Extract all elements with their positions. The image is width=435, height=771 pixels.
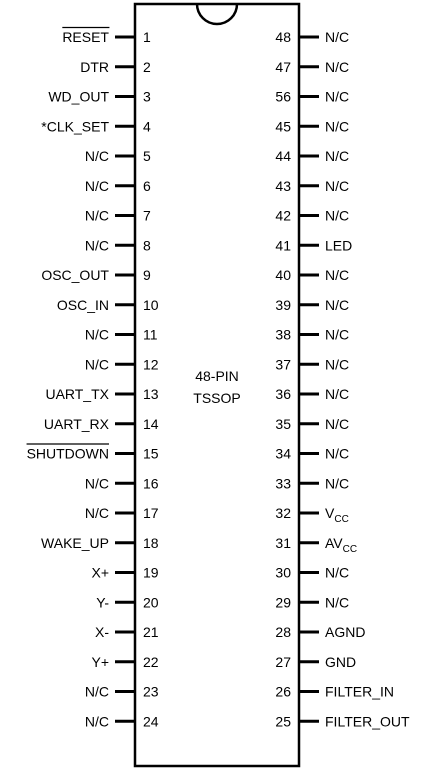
pin-label [325, 565, 349, 581]
pin-label-text: X+ [91, 564, 109, 581]
pin-42 [275, 208, 349, 224]
pin-label-text: X- [95, 624, 109, 640]
pin-number: 40 [275, 267, 291, 283]
pin-label-text: FILTER_OUT [325, 713, 410, 730]
pin-label-subscript: CC [342, 543, 358, 555]
pin-label [96, 594, 109, 610]
pin-37 [275, 356, 349, 372]
pin-22 [91, 654, 158, 670]
pin-number: 39 [275, 296, 291, 313]
pin-label-text: UART_TX [45, 386, 109, 402]
chip-package [135, 4, 299, 766]
pin-label [85, 208, 109, 224]
pin-label [41, 267, 109, 283]
pin-label [325, 327, 349, 343]
pin-19 [91, 565, 158, 581]
pin-label [325, 594, 349, 610]
pin-number: 32 [275, 505, 291, 521]
pin-label [91, 654, 109, 670]
pin-number: 6 [143, 177, 151, 194]
pin-28 [275, 624, 365, 640]
pin-number: 16 [143, 475, 159, 492]
pin-number: 17 [143, 505, 159, 521]
pin-20 [96, 594, 159, 610]
pin-number: 3 [143, 88, 151, 105]
package-label-line1: 48-PIN [195, 368, 239, 384]
pin-label-text: N/C [325, 207, 350, 224]
pin-label-text: N/C [84, 356, 109, 373]
pin-label-text: N/C [84, 177, 109, 194]
pin-47 [275, 59, 349, 75]
pin-number: 23 [143, 683, 159, 700]
pin-43 [275, 178, 349, 194]
pin-label [85, 713, 109, 729]
pin-number: 38 [275, 326, 291, 343]
pin-number: 4 [143, 118, 151, 135]
pin-label-text: N/C [325, 594, 350, 611]
pin-label [325, 446, 349, 462]
pin-number: 47 [275, 58, 291, 75]
pin-number: 9 [143, 267, 151, 283]
pin-number: 1 [143, 29, 151, 45]
pin-label-text: Y+ [91, 653, 109, 670]
pin-label [325, 684, 394, 700]
pin-label-text: N/C [325, 326, 350, 343]
pin-number: 21 [143, 624, 159, 640]
pin-label-text: DTR [80, 58, 109, 75]
pin-41 [275, 237, 352, 253]
pin-48 [275, 29, 349, 45]
pin-number: 29 [275, 594, 291, 611]
pin-label-text: LED [325, 237, 353, 254]
pin-39 [275, 297, 349, 313]
pin-number: 14 [143, 415, 159, 432]
pin-label-text: N/C [84, 475, 109, 492]
pin-10 [57, 297, 159, 313]
pin-label-text: N/C [84, 713, 109, 730]
pin-label [325, 148, 349, 164]
pin-label [325, 713, 410, 729]
pin-label [45, 386, 109, 402]
pin-number: 15 [143, 445, 159, 462]
pin-number: 36 [275, 386, 291, 402]
pin-12 [85, 356, 159, 372]
pin-label [325, 386, 349, 402]
pin-label [85, 505, 109, 521]
pin-label-text: WD_OUT [48, 88, 109, 105]
pin-label-text: AGND [325, 624, 366, 640]
pin-label [325, 297, 349, 313]
pin-label-text: V [325, 505, 335, 521]
pin-label [325, 59, 349, 75]
pin-35 [275, 416, 349, 432]
package-label-line2: TSSOP [193, 390, 241, 406]
pin-label-text: N/C [325, 177, 350, 194]
pin-number: 48 [275, 29, 291, 45]
pin-label-text: N/C [84, 683, 109, 700]
pin-label-text: N/C [325, 415, 350, 432]
pin-label-text: N/C [325, 564, 350, 581]
pin-number: 37 [275, 356, 291, 373]
pin-36 [275, 386, 349, 402]
pin-label [325, 535, 357, 555]
pin-number: 11 [143, 326, 158, 343]
pin-number: 56 [275, 88, 291, 105]
pin-number: 31 [275, 534, 291, 551]
pin-label-text: N/C [84, 326, 109, 343]
pin-label-text: SHUTDOWN [26, 445, 109, 462]
pin-label [91, 565, 109, 581]
pin-label-text: UART_RX [43, 415, 109, 432]
pin-label [325, 29, 349, 45]
pin-label [325, 208, 349, 224]
pin-label-text: N/C [84, 237, 109, 254]
pin-label [85, 475, 109, 491]
pin-label [44, 416, 110, 432]
pin-number: 2 [143, 58, 151, 75]
pin-24 [85, 713, 159, 729]
pin-33 [275, 475, 349, 491]
pin-44 [275, 148, 349, 164]
pin-number: 44 [275, 148, 291, 164]
pin-label-text: N/C [84, 148, 109, 164]
pin-label [41, 118, 109, 134]
pin-40 [275, 267, 349, 283]
pin-label-text: N/C [84, 505, 109, 521]
pin-label [325, 237, 352, 253]
pin-label [325, 356, 349, 372]
pin-number: 26 [275, 683, 291, 700]
pin-number: 42 [275, 207, 291, 224]
chip-body [135, 4, 299, 766]
pin-label-subscript: CC [334, 514, 349, 525]
pin-number: 24 [143, 713, 159, 730]
pin-number: 8 [143, 237, 151, 254]
pin-number: 12 [143, 356, 159, 373]
pin-label-text: N/C [325, 88, 350, 105]
pin-label-text: *CLK_SET [41, 118, 109, 135]
pin-label [325, 624, 365, 640]
pin-label [80, 59, 109, 75]
pin-38 [275, 327, 349, 343]
pin-label-text: RESET [62, 29, 109, 45]
pin-label [325, 475, 349, 491]
pin-number: 33 [275, 475, 291, 492]
pin-label-text: N/C [325, 58, 350, 75]
pin-label-text: OSC_IN [56, 296, 109, 313]
pin-label-text: AV [325, 534, 343, 551]
pin-27 [275, 654, 356, 670]
pin-label-text: N/C [325, 29, 350, 45]
pin-11 [85, 327, 158, 343]
pin-label [41, 535, 109, 551]
pin-label [85, 684, 109, 700]
pin-label [325, 89, 349, 105]
pin-number: 30 [275, 564, 291, 581]
pin-label [325, 416, 349, 432]
pin-number: 35 [275, 415, 291, 432]
pin-number: 25 [275, 713, 291, 730]
pin-number: 28 [275, 624, 291, 640]
pin-label [85, 356, 109, 372]
pin-label-text: GND [325, 653, 357, 670]
pin-number: 7 [143, 207, 151, 224]
pin-label [85, 327, 109, 343]
pin-label [48, 89, 109, 105]
pin-label [95, 624, 109, 640]
pin-45 [275, 118, 349, 134]
pin-label [325, 178, 349, 194]
pin-21 [95, 624, 159, 640]
pin-number: 27 [275, 653, 291, 670]
pin-label-text: N/C [84, 207, 109, 224]
pin-label-text: N/C [325, 356, 350, 373]
pin-label-text: N/C [325, 475, 350, 492]
pin-label-text: OSC_OUT [41, 267, 109, 283]
pin-label [62, 29, 109, 45]
pin-label [325, 654, 356, 670]
pin-label [57, 297, 109, 313]
pin-label-text: FILTER_IN [325, 683, 394, 700]
pin-number: 43 [275, 177, 291, 194]
pin-number: 34 [275, 445, 291, 462]
pin-label-text: N/C [325, 148, 350, 164]
pin-number: 45 [275, 118, 291, 135]
pin-56 [275, 89, 349, 105]
pin-number: 18 [143, 534, 159, 551]
pin-30 [275, 565, 349, 581]
pin-label-text: WAKE_UP [41, 534, 109, 551]
pin-number: 19 [143, 564, 159, 581]
pin-number: 22 [143, 653, 159, 670]
pin-16 [85, 475, 159, 491]
pin-label-text: Y- [96, 594, 109, 611]
pin-label [325, 505, 349, 525]
pin-29 [275, 594, 349, 610]
pin-label [85, 178, 109, 194]
pin-number: 41 [275, 237, 291, 254]
pin-number: 20 [143, 594, 159, 611]
pin-label-text: N/C [325, 296, 350, 313]
pin-label [85, 148, 109, 164]
pin-number: 10 [143, 296, 159, 313]
pin-number: 5 [143, 148, 151, 164]
pin-number: 13 [143, 386, 159, 402]
pin-label [27, 446, 109, 462]
pin-34 [275, 446, 349, 462]
pin-label [325, 118, 349, 134]
pin-17 [85, 505, 159, 521]
pin-label-text: N/C [325, 445, 350, 462]
pin-label [325, 267, 349, 283]
pin-23 [85, 684, 159, 700]
pin-label-text: N/C [325, 118, 350, 135]
pin-label-text: N/C [325, 386, 350, 402]
pin-label-text: N/C [325, 267, 350, 283]
pin-label [85, 237, 109, 253]
